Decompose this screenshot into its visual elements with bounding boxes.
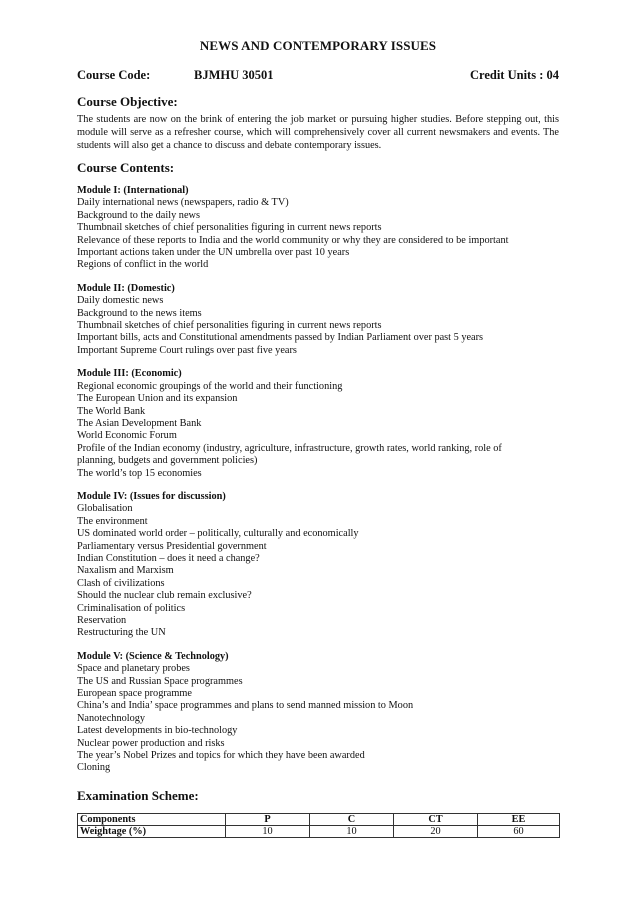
list-item: Reservation (77, 615, 127, 626)
list-item: Indian Constitution – does it need a change? (77, 552, 260, 564)
course-code-value: BJMHU 30501 (194, 68, 274, 82)
table-header-cell: P (226, 813, 310, 825)
table-row-label: Weightage (%) (78, 825, 226, 837)
document-title: NEWS AND CONTEMPORARY ISSUES (199, 38, 437, 53)
list-item: Should the nuclear club remain exclusive? (77, 590, 252, 602)
module-heading: Module V: (Science & Technology) (77, 650, 229, 662)
list-item: The world’s top 15 economies (77, 467, 202, 479)
list-item: Regions of conflict in the world (77, 259, 209, 271)
list-item: Thumbnail sketches of chief personalities figuring in current news reports (77, 320, 382, 332)
list-item: planning, budgets and government policies) (77, 455, 258, 467)
list-item: Parliamentary versus Presidential government (77, 540, 267, 552)
table-header-cell: Components (78, 813, 226, 825)
module-block (77, 368, 559, 480)
list-item: The World Bank (77, 405, 146, 417)
table-cell: 10 (310, 825, 394, 837)
module-block (77, 491, 559, 640)
list-item: The US and Russian Space programmes (77, 675, 243, 687)
module-heading: Module III: (Economic) (77, 368, 182, 380)
list-item: The Asian Development Bank (77, 417, 202, 429)
course-modules (77, 185, 559, 775)
exam-scheme-table (77, 813, 560, 838)
list-item: Latest developments in bio-technology (77, 725, 238, 737)
list-item: Important bills, acts and Constitutional amendments passed by Indian Parliament over past 5 years (77, 332, 484, 344)
list-item: Globalisation (77, 503, 133, 515)
course-code-label: Course Code: (77, 68, 151, 82)
list-item: Nuclear power production and risks (77, 737, 225, 749)
table-header-cell: CT (394, 813, 478, 825)
list-item: Background to the daily news (77, 209, 200, 221)
module-heading: Module I: (International) (77, 185, 189, 196)
objective-text: The students are now on the brink of entering the job market or pursuing higher studies. Before stepping out, this module will serve as a refresher course, which will comprehensively cover all current newsmakers and events. The students will also get a chance to discuss and debate contemporary issues. (77, 114, 559, 151)
list-item: Background to the news items (77, 307, 202, 319)
list-item: Criminalisation of politics (77, 602, 186, 614)
table-header-cell: EE (478, 813, 560, 825)
list-item: The environment (77, 515, 148, 527)
module-block (77, 283, 559, 357)
table-header-row (78, 813, 560, 825)
list-item: Nanotechnology (77, 712, 146, 724)
list-item: Important Supreme Court rulings over past five years (77, 344, 297, 356)
list-item: The European Union and its expansion (77, 393, 238, 405)
table-header-cell: C (310, 813, 394, 825)
table-row (78, 825, 560, 837)
credit-units: Credit Units : 04 (469, 68, 559, 82)
list-item: China’s and India’ space programmes and plans to send manned mission to Moon (77, 700, 414, 712)
module-block (77, 185, 559, 272)
list-item: Daily international news (newspapers, radio & TV) (77, 197, 289, 209)
list-item: Cloning (77, 762, 111, 774)
list-item: Relevance of these reports to India and the world community or why they are considered to be important (77, 234, 509, 246)
list-item: Restructuring the UN (77, 627, 166, 639)
list-item: European space programme (77, 688, 192, 700)
list-item: Regional economic groupings of the world and their functioning (77, 380, 343, 392)
list-item: World Economic Forum (77, 430, 177, 442)
list-item: Space and planetary probes (77, 663, 190, 675)
list-item: Naxalism and Marxism (77, 565, 174, 577)
list-item: Daily domestic news (77, 295, 164, 307)
list-item: Important actions taken under the UN umbrella over past 10 years (77, 247, 350, 259)
exam-heading: Examination Scheme: (77, 787, 199, 803)
list-item: The year’s Nobel Prizes and topics for which they have been awarded (77, 750, 365, 762)
document-page (77, 38, 559, 838)
module-block (77, 651, 559, 775)
table-cell: 60 (478, 825, 560, 837)
table-cell: 20 (394, 825, 478, 837)
module-heading: Module IV: (Issues for discussion) (77, 490, 226, 502)
module-heading: Module II: (Domestic) (77, 282, 175, 294)
list-item: Clash of civilizations (77, 577, 165, 589)
contents-heading: Course Contents: (77, 160, 175, 175)
table-cell: 10 (226, 825, 310, 837)
course-code-row (77, 68, 559, 84)
list-item: US dominated world order – politically, culturally and economically (77, 528, 359, 540)
objective-heading: Course Objective: (77, 94, 178, 109)
list-item: Thumbnail sketches of chief personalities figuring in current news reports (77, 222, 382, 234)
list-item: Profile of the Indian economy (industry, agriculture, infrastructure, growth rates, world ranking, role of (77, 442, 502, 454)
